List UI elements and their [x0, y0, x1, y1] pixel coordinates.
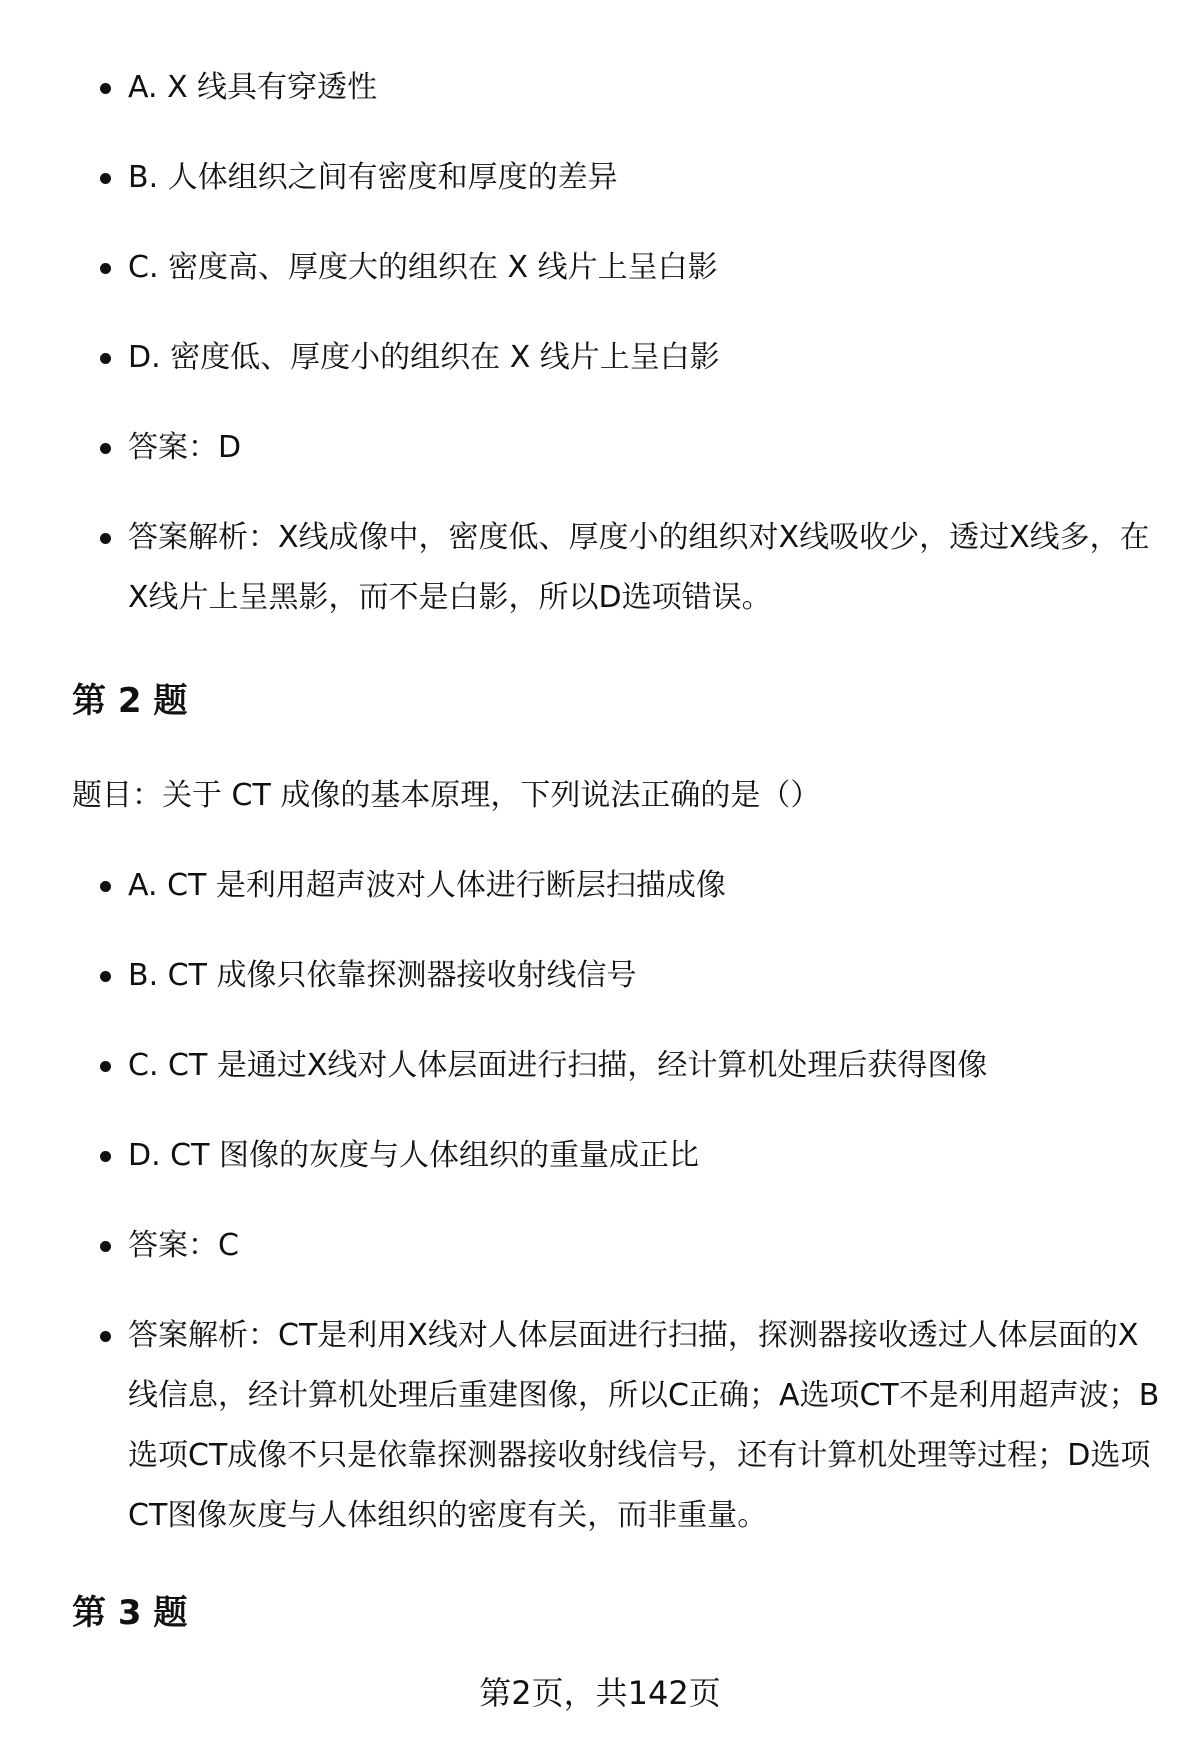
q2-option-b: [128, 946, 1168, 1006]
answer-text: 答案：C: [128, 1228, 239, 1263]
question-heading: 第 2 题: [72, 681, 188, 721]
bullet-icon: [100, 533, 111, 544]
option-text: C. 密度高、厚度大的组织在 X 线片上呈白影: [128, 250, 718, 285]
q2-explanation: [128, 1306, 1168, 1546]
bullet-icon: [100, 1331, 111, 1342]
option-text: D. CT 图像的灰度与人体组织的重量成正比: [128, 1138, 699, 1173]
page-number-footer: 第2页，共142页: [479, 1674, 721, 1712]
bullet-icon: [100, 173, 111, 184]
q1-answer: [128, 418, 1168, 478]
q1-option-b: [128, 148, 1168, 208]
option-text: B. 人体组织之间有密度和厚度的差异: [128, 160, 618, 195]
option-text: A. X 线具有穿透性: [128, 70, 378, 105]
q2-option-d: [128, 1126, 1168, 1186]
option-text: B. CT 成像只依靠探测器接收射线信号: [128, 958, 637, 993]
explanation-text: 答案解析：CT是利用X线对人体层面进行扫描，探测器接收透过人体层面的X线信息，经计算机处理后重建图像，所以C正确；A选项CT不是利用超声波；B选项CT成像不只是依靠探测器接收射线信号，还有计算机处理等过程；D选项CT图像灰度与人体组织的密度有关，而非重量。: [128, 1318, 1160, 1533]
option-text: A. CT 是利用超声波对人体进行断层扫描成像: [128, 868, 726, 903]
q1-explanation: [128, 508, 1168, 628]
bullet-icon: [100, 443, 111, 454]
q1-option-a: [128, 58, 1168, 118]
bullet-icon: [100, 881, 111, 892]
explanation-text: 答案解析：X线成像中，密度低、厚度小的组织对X线吸收少，透过X线多，在X线片上呈黑影，而不是白影，所以D选项错误。: [128, 520, 1150, 615]
q2-option-c: [128, 1036, 1168, 1096]
bullet-icon: [100, 1061, 111, 1072]
q2-answer: [128, 1216, 1168, 1276]
answer-text: 答案：D: [128, 430, 242, 465]
bullet-icon: [100, 83, 111, 94]
option-text: C. CT 是通过X线对人体层面进行扫描，经计算机处理后获得图像: [128, 1048, 988, 1083]
bullet-icon: [100, 1151, 111, 1162]
q2-option-a: [128, 856, 1168, 916]
question-stem: 题目：关于 CT 成像的基本原理，下列说法正确的是（）: [72, 778, 821, 813]
q1-option-d: [128, 328, 1168, 388]
option-text: D. 密度低、厚度小的组织在 X 线片上呈白影: [128, 340, 720, 375]
question-heading: 第 3 题: [72, 1593, 188, 1633]
q1-option-c: [128, 238, 1168, 298]
bullet-icon: [100, 971, 111, 982]
bullet-icon: [100, 1241, 111, 1252]
bullet-icon: [100, 353, 111, 364]
bullet-icon: [100, 263, 111, 274]
